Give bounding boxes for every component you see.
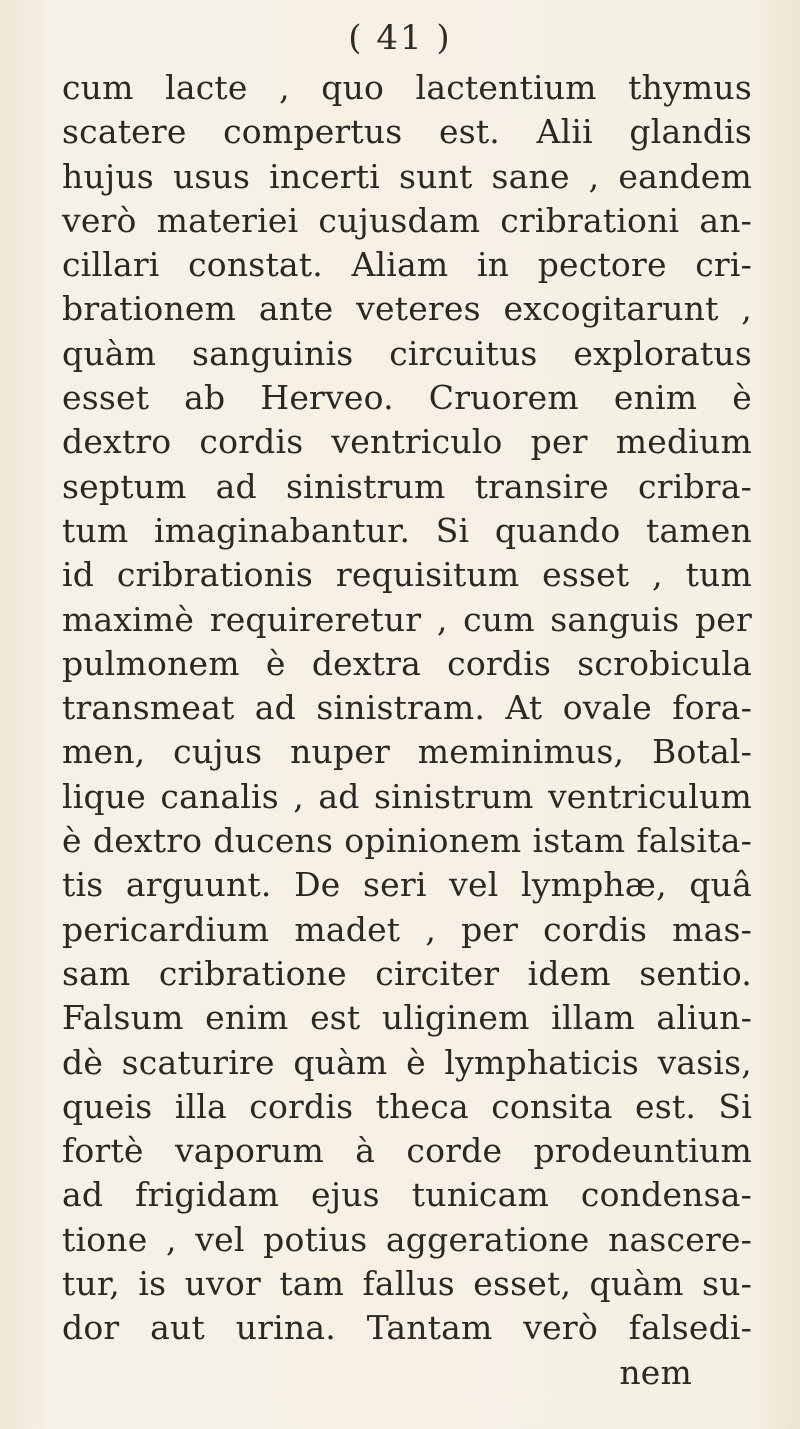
text-line-15: transmeat ad sinistram. At ovale fora- bbox=[62, 688, 752, 728]
text-line-12: id cribrationis requisitum esset , tum bbox=[62, 555, 752, 595]
text-line-8: esset ab Herveo. Cruorem enim è bbox=[62, 378, 752, 418]
text-line-7: quàm sanguinis circuitus exploratus bbox=[62, 333, 752, 373]
text-line-9: dextro cordis ventriculo per medium bbox=[62, 422, 752, 462]
text-line-22: Falsum enim est uliginem illam aliun- bbox=[62, 998, 752, 1038]
text-line-3: hujus usus incerti sunt sane , eandem bbox=[62, 156, 752, 196]
text-line-5: cillari constat. Aliam in pectore cri- bbox=[62, 245, 752, 285]
text-line-27: tione , vel potius aggeratione nascere- bbox=[62, 1219, 752, 1259]
text-line-24: queis illa cordis theca consita est. Si bbox=[62, 1086, 752, 1126]
text-line-1: cum lacte , quo lactentium thymus bbox=[62, 68, 752, 107]
text-line-25: fortè vaporum à corde prodeuntium bbox=[62, 1131, 752, 1171]
text-line-4: verò materiei cujusdam cribrationi an- bbox=[62, 200, 752, 240]
text-line-17: lique canalis , ad sinistrum ventriculum bbox=[62, 776, 752, 816]
text-line-14: pulmonem è dextra cordis scrobicula bbox=[62, 643, 752, 683]
text-line-13: maximè requireretur , cum sanguis per bbox=[62, 599, 752, 639]
text-line-28: tur, is uvor tam fallus esset, quàm su- bbox=[62, 1264, 752, 1304]
text-line-20: pericardium madet , per cordis mas- bbox=[62, 909, 752, 949]
text-line-21: sam cribratione circiter idem sentio. bbox=[62, 953, 752, 993]
text-line-26: ad frigidam ejus tunicam condensa- bbox=[62, 1175, 752, 1215]
catchword: nem bbox=[619, 1352, 692, 1392]
text-line-19: tis arguunt. De seri vel lymphæ, quâ bbox=[62, 865, 752, 905]
text-line-16: men, cujus nuper meminimus, Botal- bbox=[62, 732, 752, 772]
text-line-11: tum imaginabantur. Si quando tamen bbox=[62, 510, 752, 550]
text-line-6: brationem ante veteres excogitarunt , bbox=[62, 289, 752, 329]
body-text bbox=[62, 66, 752, 1395]
page-number: ( 41 ) bbox=[348, 18, 452, 58]
text-line-29: dor aut urina. Tantam verò falsedi- bbox=[62, 1308, 752, 1348]
text-line-23: dè scaturire quàm è lymphaticis vasis, bbox=[62, 1042, 752, 1082]
text-line-18: è dextro ducens opinionem istam falsita- bbox=[62, 821, 752, 861]
text-line-2: scatere compertus est. Alii glandis bbox=[62, 112, 752, 152]
text-line-10: septum ad sinistrum transire cribra- bbox=[62, 466, 752, 506]
